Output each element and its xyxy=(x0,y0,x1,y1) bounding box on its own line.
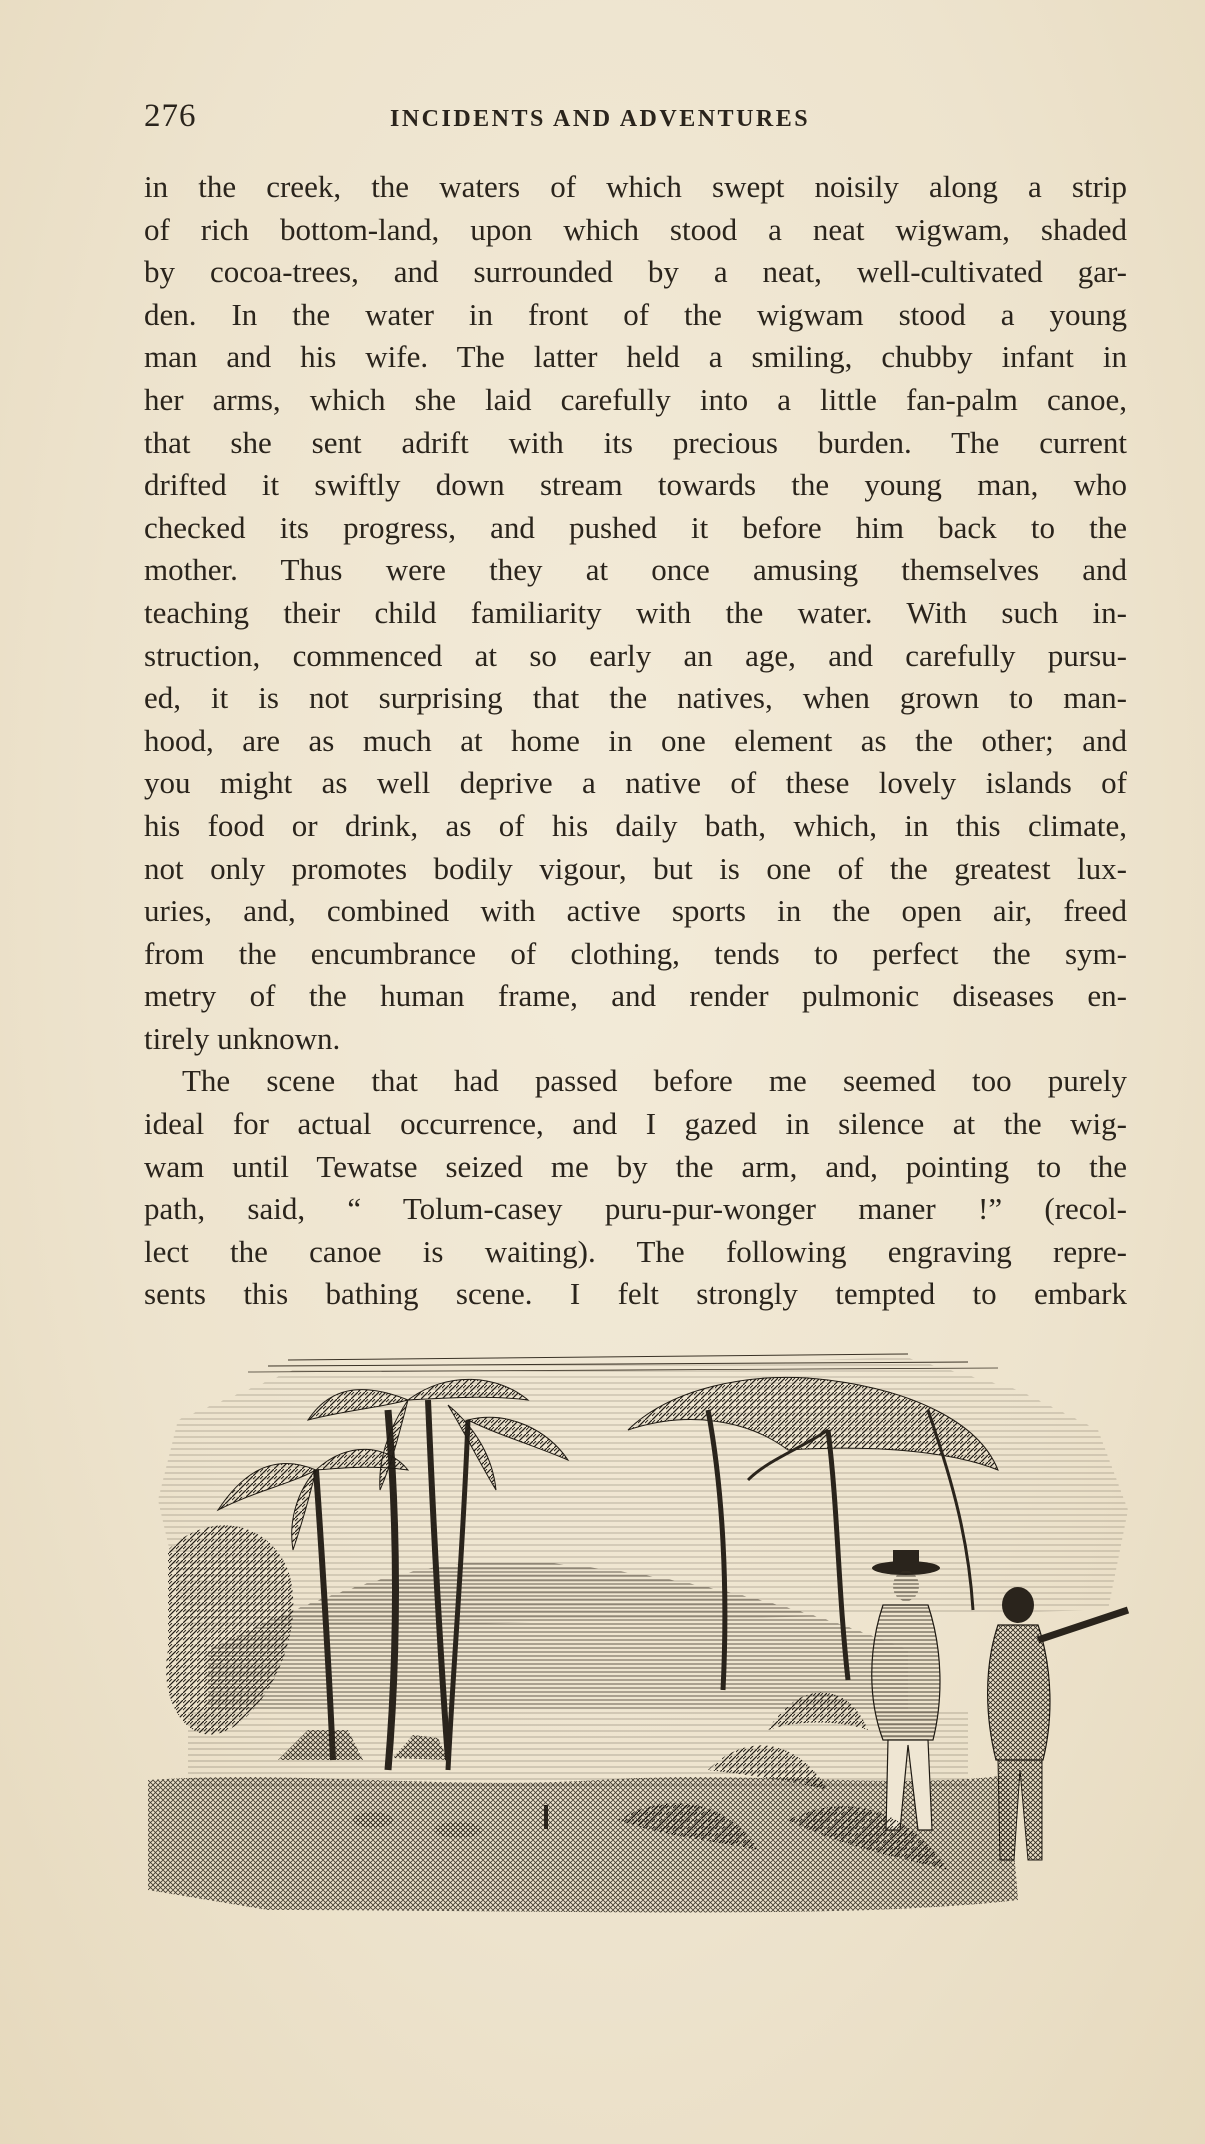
text-line: not only promotes bodily vigour, but is one of the greatest lux- xyxy=(144,850,1127,886)
text-line: by cocoa-trees, and surrounded by a neat, well-cultivated gar- xyxy=(144,254,1127,290)
text-line: checked its progress, and pushed it before him back to the xyxy=(144,509,1127,545)
text-line: den. In the water in front of the wigwam stood a young xyxy=(144,296,1127,332)
running-title: INCIDENTS AND ADVENTURES xyxy=(390,106,811,132)
text-line: hood, are as much at home in one element as the other; and xyxy=(144,722,1127,758)
text-line: path, said, “ Tolum-casey puru-pur-wonger maner !” (recol- xyxy=(144,1191,1127,1227)
text-line: mother. Thus were they at once amusing themselves and xyxy=(144,552,1127,588)
text-line: ideal for actual occurrence, and I gazed in silence at the wig- xyxy=(144,1106,1127,1142)
text-line: her arms, which she laid carefully into a little fan-palm canoe, xyxy=(144,381,1127,417)
text-line: in the creek, the waters of which swept noisily along a strip xyxy=(144,169,1127,204)
text-line: lect the canoe is waiting). The following engraving repre- xyxy=(144,1233,1127,1269)
text-line: struction, commenced at so early an age, and carefully pursu- xyxy=(144,637,1127,673)
page-header xyxy=(144,98,1039,138)
text-line: ed, it is not surprising that the natives, when grown to man- xyxy=(144,680,1127,716)
text-line: that she sent adrift with its precious burden. The current xyxy=(144,424,1127,460)
text-line: metry of the human frame, and render pulmonic diseases en- xyxy=(144,978,1127,1014)
text-line: The scene that had passed before me seemed too purely xyxy=(182,1063,1127,1099)
text-line: sents this bathing scene. I felt strongly tempted to embark xyxy=(144,1276,1127,1312)
text-line: uries, and, combined with active sports in the open air, freed xyxy=(144,893,1127,929)
text-line: teaching their child familiarity with the water. With such in- xyxy=(144,594,1127,630)
text-line: tirely unknown. xyxy=(144,1020,341,1056)
page-number: 276 xyxy=(144,98,197,134)
text-line: wam until Tewatse seized me by the arm, and, pointing to the xyxy=(144,1148,1127,1184)
text-line: drifted it swiftly down stream towards the young man, who xyxy=(144,467,1127,503)
text-line: you might as well deprive a native of these lovely islands of xyxy=(144,765,1127,801)
engraving-bathing-scene xyxy=(148,1350,1138,1922)
body-text xyxy=(144,166,1127,1316)
text-line: of rich bottom-land, upon which stood a neat wigwam, shaded xyxy=(144,211,1127,247)
text-line: man and his wife. The latter held a smiling, chubby infant in xyxy=(144,339,1127,375)
text-line: his food or drink, as of his daily bath, which, in this climate, xyxy=(144,807,1127,843)
text-line: from the encumbrance of clothing, tends to perfect the sym- xyxy=(144,935,1127,971)
